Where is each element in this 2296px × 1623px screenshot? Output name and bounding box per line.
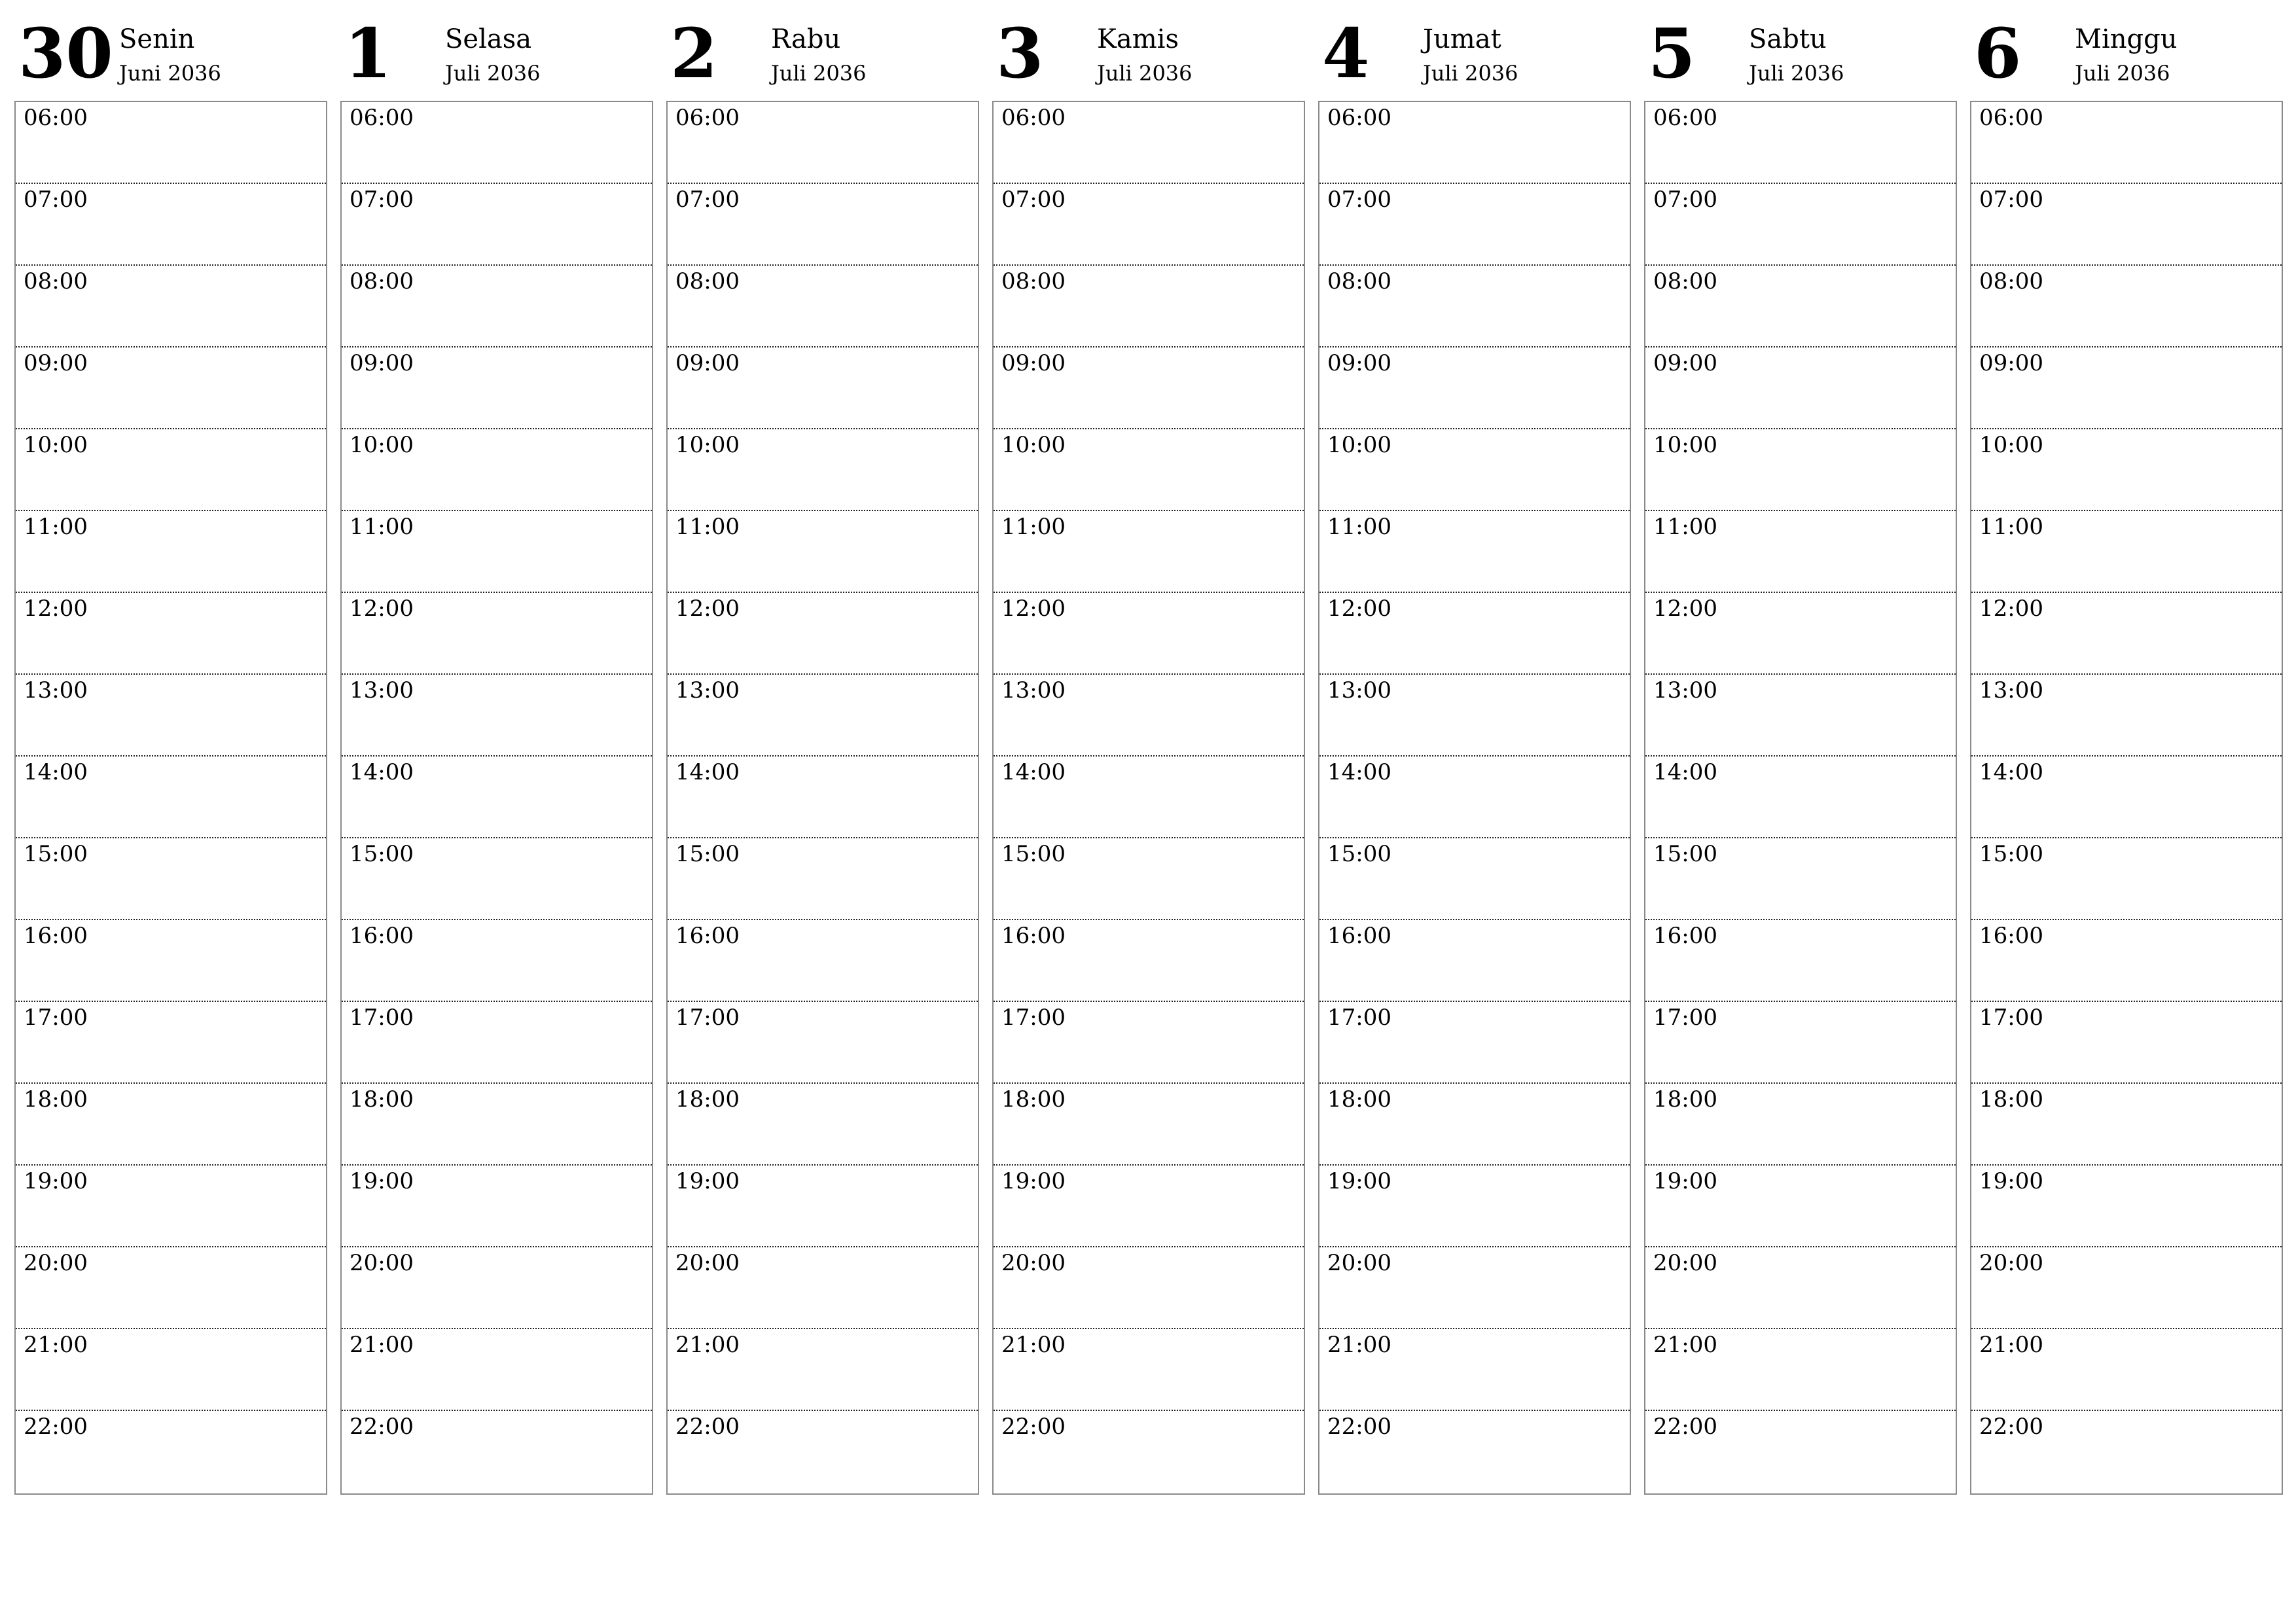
day-name: Sabtu: [1749, 24, 1827, 54]
time-slot: [1645, 1247, 1956, 1329]
time-label: 21:00: [24, 1332, 88, 1358]
time-label: 21:00: [1653, 1332, 1717, 1358]
time-label: 19:00: [1653, 1168, 1717, 1194]
day-header: [340, 0, 653, 99]
time-slot: [16, 838, 326, 920]
time-slot: [1645, 266, 1956, 348]
time-label: 19:00: [24, 1168, 88, 1194]
time-label: 07:00: [1979, 187, 2043, 213]
time-slot: [994, 1166, 1304, 1247]
day-column: [992, 0, 1305, 1440]
time-slot: [16, 1411, 326, 1493]
time-label: 21:00: [1001, 1332, 1066, 1358]
time-slot: [342, 1247, 652, 1329]
time-slot: [16, 593, 326, 675]
day-header: [992, 0, 1305, 99]
time-slot: [1319, 348, 1630, 429]
time-slot: [1645, 184, 1956, 266]
time-label: 15:00: [350, 841, 414, 867]
time-slot: [1971, 511, 2282, 593]
time-slot: [994, 920, 1304, 1002]
time-slot: [668, 511, 978, 593]
day-name: Selasa: [445, 24, 532, 54]
time-label: 13:00: [24, 677, 88, 704]
day-number: 5: [1648, 13, 1696, 94]
time-label: 14:00: [24, 759, 88, 785]
time-label: 10:00: [1001, 432, 1066, 458]
time-label: 18:00: [1653, 1086, 1717, 1113]
time-slot: [342, 1411, 652, 1493]
time-slot: [342, 429, 652, 511]
time-label: 20:00: [1653, 1250, 1717, 1276]
time-slot: [342, 675, 652, 757]
time-slot: [1319, 920, 1630, 1002]
time-slot: [668, 838, 978, 920]
time-slot: [994, 266, 1304, 348]
time-label: 16:00: [1001, 923, 1066, 949]
time-slot: [1971, 920, 2282, 1002]
time-slot: [668, 1247, 978, 1329]
time-label: 22:00: [1979, 1414, 2043, 1440]
time-label: 06:00: [1979, 105, 2043, 131]
day-number: 2: [670, 13, 718, 94]
time-label: 13:00: [1327, 677, 1391, 704]
time-slot: [16, 757, 326, 838]
time-label: 20:00: [1327, 1250, 1391, 1276]
time-slot: [668, 429, 978, 511]
time-label: 12:00: [1979, 596, 2043, 622]
time-label: 18:00: [1327, 1086, 1391, 1113]
time-slot: [1319, 1084, 1630, 1166]
time-label: 10:00: [1327, 432, 1391, 458]
time-slot: [342, 102, 652, 184]
time-slot: [1319, 184, 1630, 266]
time-label: 18:00: [24, 1086, 88, 1113]
time-label: 17:00: [350, 1005, 414, 1031]
day-column: [666, 0, 979, 1440]
time-label: 10:00: [675, 432, 740, 458]
time-label: 22:00: [675, 1414, 740, 1440]
time-label: 15:00: [1653, 841, 1717, 867]
time-label: 19:00: [675, 1168, 740, 1194]
day-number: 4: [1322, 13, 1370, 94]
time-slot: [1971, 1166, 2282, 1247]
time-label: 19:00: [1979, 1168, 2043, 1194]
time-slot: [1971, 675, 2282, 757]
day-name: Rabu: [771, 24, 841, 54]
time-label: 20:00: [1979, 1250, 2043, 1276]
time-label: 13:00: [675, 677, 740, 704]
time-slot: [994, 675, 1304, 757]
time-slot: [994, 1329, 1304, 1411]
time-slot: [668, 1002, 978, 1084]
time-slot: [342, 1329, 652, 1411]
time-slot: [1971, 838, 2282, 920]
time-label: 16:00: [350, 923, 414, 949]
time-slot: [342, 1002, 652, 1084]
time-label: 22:00: [350, 1414, 414, 1440]
time-slot: [668, 102, 978, 184]
time-slot: [16, 429, 326, 511]
time-label: 22:00: [1327, 1414, 1391, 1440]
time-slot: [1319, 838, 1630, 920]
time-slot: [668, 1411, 978, 1493]
time-slot: [668, 675, 978, 757]
day-schedule-box: [340, 101, 653, 1495]
time-label: 09:00: [1327, 350, 1391, 376]
time-slot: [1645, 1002, 1956, 1084]
time-label: 19:00: [350, 1168, 414, 1194]
time-slot: [1645, 348, 1956, 429]
time-label: 20:00: [24, 1250, 88, 1276]
time-label: 08:00: [24, 268, 88, 294]
time-label: 08:00: [350, 268, 414, 294]
day-month: Juli 2036: [771, 61, 867, 86]
time-label: 10:00: [350, 432, 414, 458]
time-label: 14:00: [1001, 759, 1066, 785]
time-slot: [1319, 1411, 1630, 1493]
time-slot: [16, 1002, 326, 1084]
time-slot: [1645, 757, 1956, 838]
time-slot: [994, 102, 1304, 184]
time-slot: [342, 838, 652, 920]
time-label: 11:00: [675, 514, 740, 540]
time-label: 08:00: [1653, 268, 1717, 294]
time-slot: [342, 757, 652, 838]
day-column: [340, 0, 653, 1440]
time-label: 12:00: [1653, 596, 1717, 622]
time-slot: [342, 1166, 652, 1247]
time-slot: [342, 1084, 652, 1166]
time-label: 13:00: [350, 677, 414, 704]
time-slot: [668, 1166, 978, 1247]
time-slot: [1645, 1329, 1956, 1411]
time-label: 14:00: [1979, 759, 2043, 785]
time-label: 10:00: [1653, 432, 1717, 458]
day-schedule-box: [992, 101, 1305, 1495]
time-label: 11:00: [24, 514, 88, 540]
time-label: 19:00: [1327, 1168, 1391, 1194]
time-slot: [1971, 593, 2282, 675]
time-label: 08:00: [1979, 268, 2043, 294]
time-label: 07:00: [675, 187, 740, 213]
time-slot: [1971, 1411, 2282, 1493]
time-slot: [1645, 1166, 1956, 1247]
day-schedule-box: [666, 101, 979, 1495]
time-label: 22:00: [1653, 1414, 1717, 1440]
time-label: 17:00: [24, 1005, 88, 1031]
time-label: 18:00: [675, 1086, 740, 1113]
time-label: 11:00: [1979, 514, 2043, 540]
time-label: 17:00: [1001, 1005, 1066, 1031]
time-label: 21:00: [675, 1332, 740, 1358]
time-slot: [668, 920, 978, 1002]
time-label: 15:00: [1327, 841, 1391, 867]
day-header: [1318, 0, 1631, 99]
time-label: 06:00: [1001, 105, 1066, 131]
time-slot: [342, 511, 652, 593]
time-label: 06:00: [675, 105, 740, 131]
time-slot: [1971, 266, 2282, 348]
time-label: 20:00: [350, 1250, 414, 1276]
time-slot: [16, 1166, 326, 1247]
time-slot: [994, 184, 1304, 266]
day-header: [1644, 0, 1957, 99]
time-label: 17:00: [1327, 1005, 1391, 1031]
time-slot: [1319, 593, 1630, 675]
time-label: 14:00: [350, 759, 414, 785]
time-label: 13:00: [1979, 677, 2043, 704]
time-slot: [16, 102, 326, 184]
time-slot: [1645, 1084, 1956, 1166]
day-name: Senin: [119, 24, 195, 54]
time-slot: [994, 348, 1304, 429]
time-label: 09:00: [350, 350, 414, 376]
day-number: 30: [18, 13, 113, 94]
day-month: Juli 2036: [1749, 61, 1844, 86]
time-label: 22:00: [24, 1414, 88, 1440]
time-label: 15:00: [24, 841, 88, 867]
time-label: 08:00: [1327, 268, 1391, 294]
time-label: 18:00: [1001, 1086, 1066, 1113]
time-label: 15:00: [1979, 841, 2043, 867]
time-slot: [16, 511, 326, 593]
time-slot: [342, 920, 652, 1002]
time-slot: [1319, 511, 1630, 593]
time-slot: [342, 184, 652, 266]
time-slot: [16, 920, 326, 1002]
time-slot: [668, 348, 978, 429]
time-slot: [1319, 1329, 1630, 1411]
time-slot: [994, 593, 1304, 675]
day-month: Juli 2036: [445, 61, 541, 86]
time-slot: [1971, 1084, 2282, 1166]
time-slot: [994, 429, 1304, 511]
time-label: 17:00: [675, 1005, 740, 1031]
time-slot: [1319, 266, 1630, 348]
day-column: [14, 0, 327, 1440]
time-label: 12:00: [1327, 596, 1391, 622]
time-label: 12:00: [1001, 596, 1066, 622]
time-label: 14:00: [1653, 759, 1717, 785]
time-slot: [16, 1247, 326, 1329]
time-label: 06:00: [1327, 105, 1391, 131]
time-label: 07:00: [1001, 187, 1066, 213]
time-label: 14:00: [1327, 759, 1391, 785]
time-slot: [1645, 1411, 1956, 1493]
time-label: 09:00: [1979, 350, 2043, 376]
day-schedule-box: [1644, 101, 1957, 1495]
time-label: 08:00: [675, 268, 740, 294]
time-slot: [1645, 920, 1956, 1002]
day-column: [1644, 0, 1957, 1440]
time-slot: [1971, 757, 2282, 838]
time-slot: [1645, 593, 1956, 675]
time-label: 19:00: [1001, 1168, 1066, 1194]
time-slot: [16, 184, 326, 266]
time-label: 20:00: [675, 1250, 740, 1276]
day-month: Juli 2036: [1097, 61, 1193, 86]
time-label: 17:00: [1653, 1005, 1717, 1031]
time-slot: [1645, 102, 1956, 184]
time-slot: [994, 511, 1304, 593]
time-slot: [668, 1329, 978, 1411]
time-slot: [994, 1002, 1304, 1084]
day-number: 6: [1974, 13, 2022, 94]
time-slot: [1971, 102, 2282, 184]
time-slot: [1645, 511, 1956, 593]
time-label: 17:00: [1979, 1005, 2043, 1031]
time-label: 07:00: [350, 187, 414, 213]
day-name: Minggu: [2075, 24, 2178, 54]
time-label: 11:00: [1327, 514, 1391, 540]
time-slot: [1971, 348, 2282, 429]
time-label: 10:00: [24, 432, 88, 458]
time-slot: [1319, 1247, 1630, 1329]
day-number: 3: [996, 13, 1044, 94]
time-label: 11:00: [350, 514, 414, 540]
time-slot: [1971, 1247, 2282, 1329]
time-slot: [16, 348, 326, 429]
time-label: 15:00: [675, 841, 740, 867]
time-slot: [1645, 838, 1956, 920]
time-slot: [1645, 429, 1956, 511]
time-slot: [1971, 1002, 2282, 1084]
time-slot: [994, 1411, 1304, 1493]
time-label: 07:00: [1327, 187, 1391, 213]
time-label: 16:00: [24, 923, 88, 949]
time-slot: [1319, 1166, 1630, 1247]
time-label: 12:00: [24, 596, 88, 622]
time-slot: [1319, 429, 1630, 511]
day-month: Juli 2036: [2075, 61, 2170, 86]
time-slot: [16, 1329, 326, 1411]
time-label: 20:00: [1001, 1250, 1066, 1276]
time-label: 12:00: [675, 596, 740, 622]
time-label: 08:00: [1001, 268, 1066, 294]
time-label: 11:00: [1001, 514, 1066, 540]
time-label: 16:00: [1327, 923, 1391, 949]
time-slot: [668, 757, 978, 838]
time-label: 14:00: [675, 759, 740, 785]
time-label: 13:00: [1001, 677, 1066, 704]
time-label: 09:00: [1653, 350, 1717, 376]
time-slot: [1319, 675, 1630, 757]
day-number: 1: [344, 13, 392, 94]
time-slot: [342, 593, 652, 675]
time-label: 07:00: [1653, 187, 1717, 213]
time-slot: [16, 266, 326, 348]
time-slot: [342, 266, 652, 348]
time-label: 13:00: [1653, 677, 1717, 704]
day-column: [1318, 0, 1631, 1440]
day-schedule-box: [1970, 101, 2283, 1495]
time-label: 10:00: [1979, 432, 2043, 458]
time-label: 06:00: [350, 105, 414, 131]
time-slot: [1971, 184, 2282, 266]
time-label: 09:00: [1001, 350, 1066, 376]
time-label: 16:00: [1979, 923, 2043, 949]
time-label: 16:00: [675, 923, 740, 949]
day-column: [1970, 0, 2283, 1440]
time-label: 11:00: [1653, 514, 1717, 540]
time-label: 09:00: [675, 350, 740, 376]
time-slot: [16, 1084, 326, 1166]
day-month: Juli 2036: [1423, 61, 1518, 86]
day-schedule-box: [1318, 101, 1631, 1495]
time-label: 12:00: [350, 596, 414, 622]
time-label: 22:00: [1001, 1414, 1066, 1440]
time-slot: [668, 184, 978, 266]
time-label: 18:00: [1979, 1086, 2043, 1113]
time-label: 18:00: [350, 1086, 414, 1113]
time-slot: [1645, 675, 1956, 757]
time-slot: [994, 1247, 1304, 1329]
time-slot: [668, 266, 978, 348]
time-slot: [1319, 102, 1630, 184]
time-slot: [1319, 1002, 1630, 1084]
time-slot: [1971, 1329, 2282, 1411]
day-header: [1970, 0, 2283, 99]
time-label: 06:00: [24, 105, 88, 131]
day-month: Juni 2036: [119, 61, 221, 86]
day-header: [666, 0, 979, 99]
time-label: 21:00: [1327, 1332, 1391, 1358]
time-slot: [342, 348, 652, 429]
day-header: [14, 0, 327, 99]
day-name: Jumat: [1423, 24, 1501, 54]
time-slot: [668, 593, 978, 675]
time-label: 06:00: [1653, 105, 1717, 131]
time-slot: [994, 1084, 1304, 1166]
time-slot: [668, 1084, 978, 1166]
day-schedule-box: [14, 101, 327, 1495]
time-slot: [1319, 757, 1630, 838]
time-label: 21:00: [350, 1332, 414, 1358]
time-label: 07:00: [24, 187, 88, 213]
time-slot: [1971, 429, 2282, 511]
time-label: 09:00: [24, 350, 88, 376]
day-name: Kamis: [1097, 24, 1179, 54]
time-slot: [994, 757, 1304, 838]
time-slot: [16, 675, 326, 757]
time-label: 15:00: [1001, 841, 1066, 867]
time-label: 21:00: [1979, 1332, 2043, 1358]
time-label: 16:00: [1653, 923, 1717, 949]
time-slot: [994, 838, 1304, 920]
